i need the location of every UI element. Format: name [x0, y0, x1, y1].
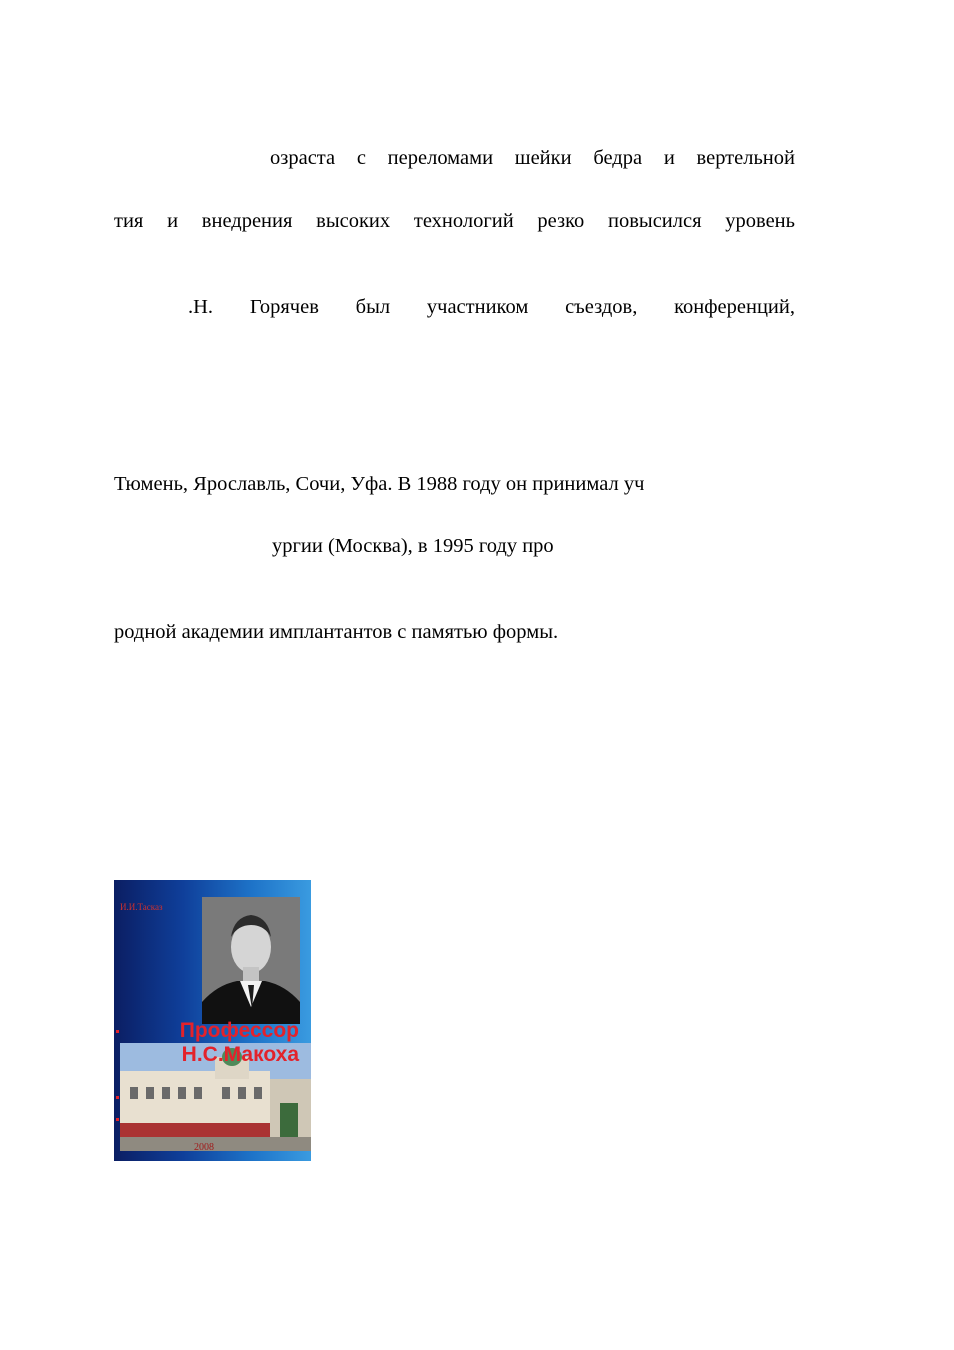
portrait-photo — [202, 897, 300, 1024]
text-line-1: озраста с переломами шейки бедра и вертельной — [270, 147, 795, 169]
text-line-5: ургии (Москва), в 1995 году про — [272, 535, 554, 557]
book-cover-image — [114, 880, 311, 1161]
cover-author: И.И.Тасказ — [120, 902, 163, 912]
cover-title-line-1: Профессор — [179, 1019, 299, 1042]
text-line-6: родной академии имплантантов с памятью формы. — [114, 621, 559, 643]
red-marker — [116, 1096, 119, 1099]
text-line-4: Тюмень, Ярославль, Сочи, Уфа. В 1988 году он принимал уч — [114, 473, 645, 495]
red-marker — [116, 1030, 119, 1033]
cover-year: 2008 — [194, 1142, 214, 1153]
text-line-2: тия и внедрения высоких технологий резко повысился уровень — [114, 210, 795, 232]
text-line-3: .Н. Горячев был участником съездов, конференций, — [188, 296, 795, 318]
red-marker — [116, 1118, 119, 1121]
cover-title-line-2: Н.С.Макоха — [181, 1043, 299, 1066]
